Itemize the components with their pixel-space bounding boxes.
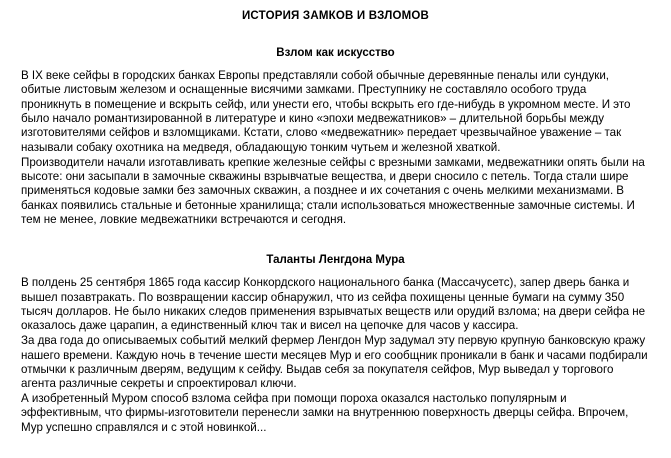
section-body-2 — [0, 267, 671, 435]
paragraph: В IX веке сейфы в городских банках Европы представляли собой обычные деревянные пеналы или сундуки, обитые листовым железом и оснащенные висячими замками. Преступнику не составляло особого труда проникнуть в помещение и вскрыть сейф, или унести его, чтобы вскрыть его где-нибудь в укромном месте. И это было начало романтизированной в литературе и кино «эпохи медвежатников» – длительной борьбы между изготовителями сейфов и взломщиками. Кстати, слово «медвежатник» передает чрезвычайное уважение – так называли собаку охотника на медведя, обладающую тонким чутьем и железной хваткой. — [21, 69, 631, 154]
section-heading-vzlom-kak-iskusstvo: Взлом как искусство — [276, 47, 395, 59]
section-heading-talanty-lengdona-mura: Таланты Ленгдона Мура — [266, 254, 405, 267]
document-title: ИСТОРИЯ ЗАМКОВ И ВЗЛОМОВ — [241, 10, 430, 22]
paragraph: За два года до описываемых событий мелкий фермер Ленгдон Мур задумал эту первую крупную банковскую кражу нашего времени. Каждую ночь в течение шести месяцев Мур и его сообщник проникали в банк и часами подбирали отмычки к различным дверям, ведущим к сейфу. Выдав себя за покупателя сейфов, Мур выведал у торгового агента различные секреты и спроектировал ключи. — [21, 334, 648, 391]
paragraph: А изобретенный Муром способ взлома сейфа при помощи пороха оказался настолько популярным и эффективным, что фирмы-изготовители перенесли замки на внутреннюю поверхность дверцы сейфа. Впрочем, Мур успешно справлялся и с этой новинкой... — [21, 392, 629, 434]
paragraph: В полдень 25 сентября 1865 года кассир Конкордского национального банка (Массачусетс), запер дверь банка и вышел позавтракать. По возвращении кассир обнаружил, что из сейфа похищены ценные бумаги на сумму 350 тысяч долларов. Не было никаких следов применения взрывчатых веществ или орудий взлома; на двери сейфа не оказалось даже царапин, а единственный ключ так и висел на цепочке для часов у кассира. — [21, 276, 646, 333]
paragraph: Производители начали изготавливать крепкие железные сейфы с врезными замками, медвежатники опять были на высоте: они засыпали в замочные скважины взрывчатые вещества, и двери сносило с петель. Тогда стали шире применяться кодовые замки без замочных скважин, а позднее и их сочетания с очень мелкими механизмами. В банках появились стальные и бетонные хранилища; стали использоваться множественные замочные системы. И тем не менее, ловкие медвежатники встречаются и сегодня. — [21, 155, 645, 226]
section-body-1 — [0, 60, 671, 227]
